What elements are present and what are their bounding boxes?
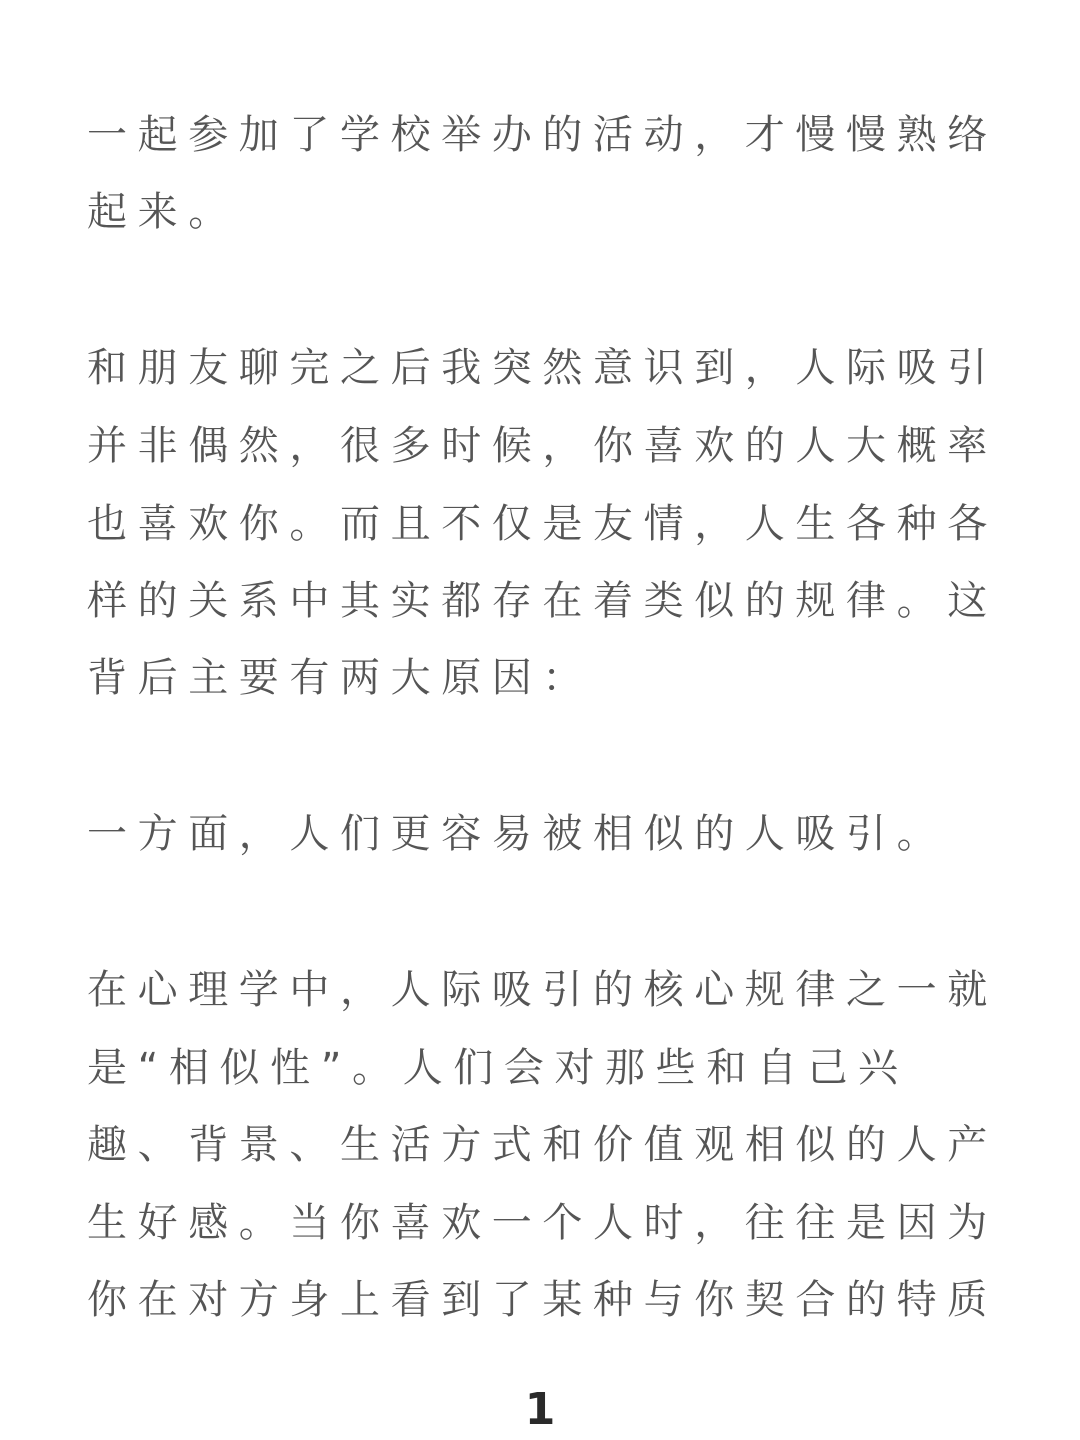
text-line: 也喜欢你。而且不仅是友情，人生各种各 — [87, 501, 998, 547]
text-line: 和朋友聊完之后我突然意识到，人际吸引 — [87, 345, 998, 391]
page-number: 1 — [524, 1384, 556, 1435]
text-line: 背后主要有两大原因： — [87, 655, 593, 701]
text-line: 是“相似性”。人们会对那些和自己兴 — [87, 1045, 909, 1091]
text-line: 一方面，人们更容易被相似的人吸引。 — [87, 811, 948, 857]
text-line: 起来。 — [87, 189, 239, 235]
text-line: 你在对方身上看到了某种与你契合的特质 — [87, 1277, 998, 1323]
text-line: 生好感。当你喜欢一个人时，往往是因为 — [87, 1200, 998, 1246]
text-line: 一起参加了学校举办的活动，才慢慢熟络 — [87, 112, 998, 158]
text-line: 在心理学中，人际吸引的核心规律之一就 — [87, 967, 998, 1013]
text-line: 趣、背景、生活方式和价值观相似的人产 — [87, 1122, 998, 1168]
text-line: 并非偶然，很多时候，你喜欢的人大概率 — [87, 423, 998, 469]
text-line: 样的关系中其实都存在着类似的规律。这 — [87, 578, 998, 624]
